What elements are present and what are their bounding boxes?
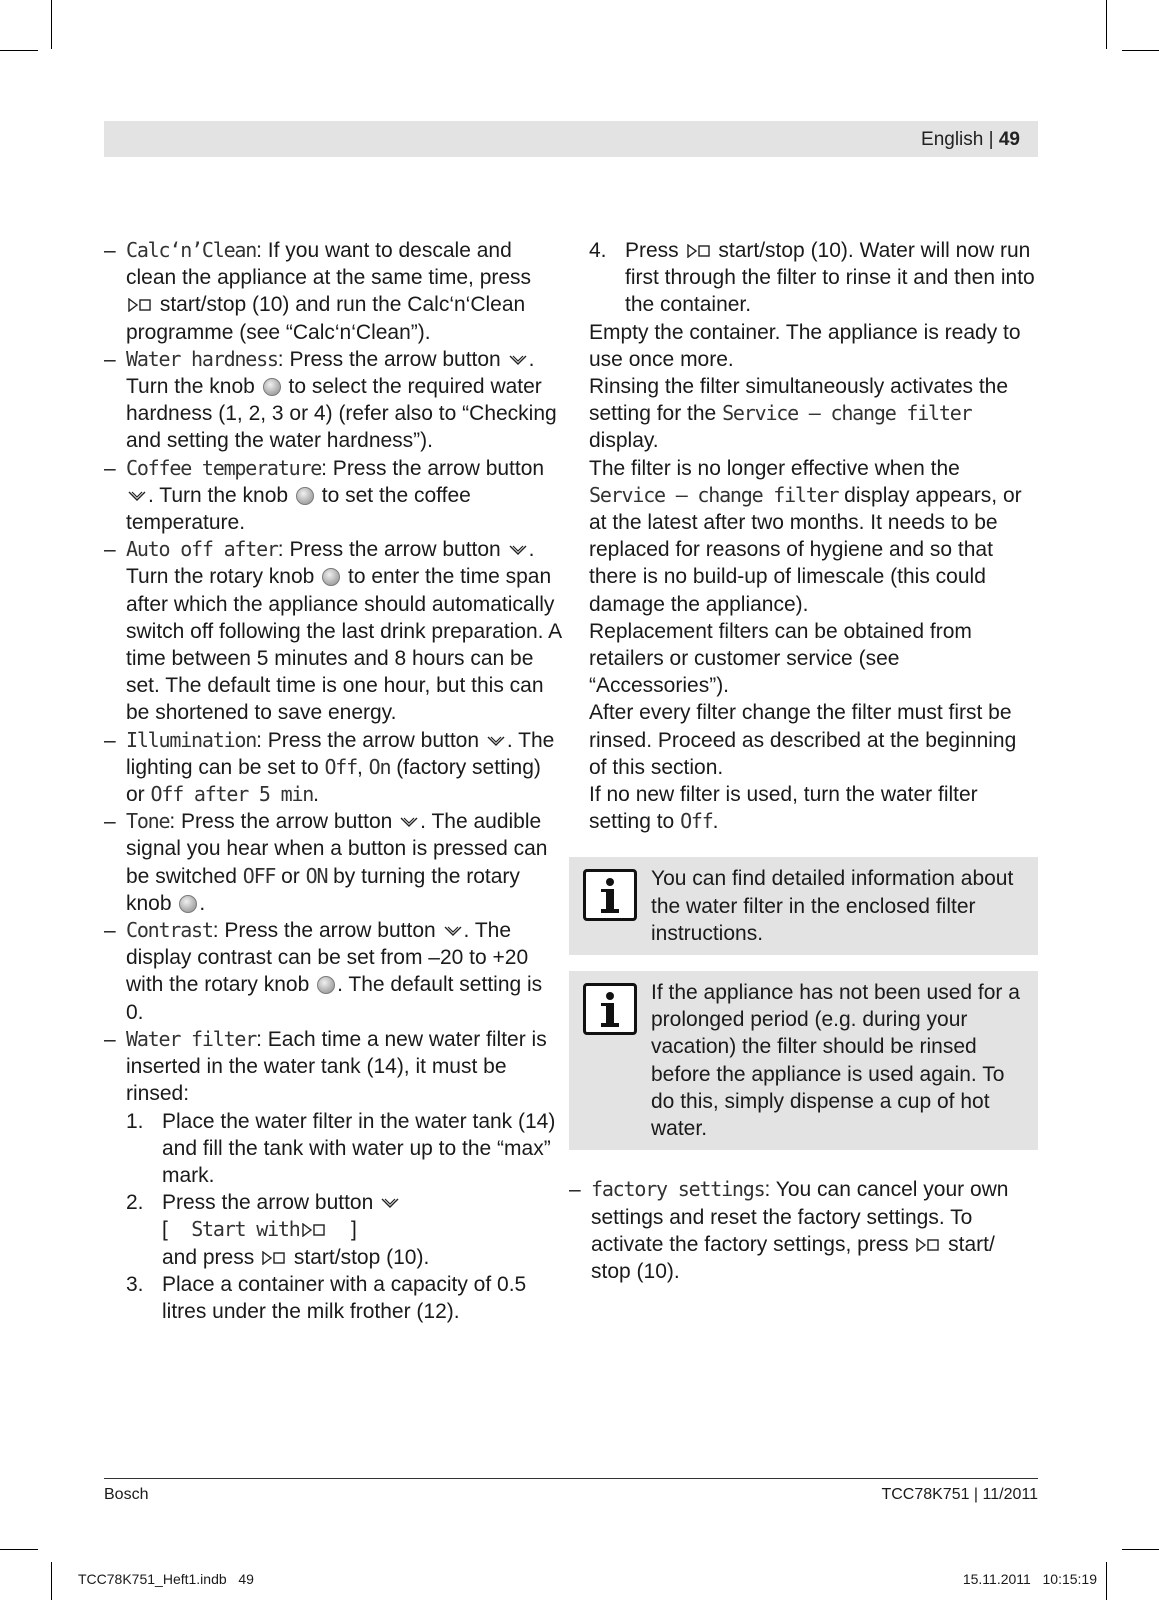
step-text: start/stop (10). Water will now run first through the filter to rinse it and then into the container. (625, 239, 1035, 317)
right-column (569, 237, 1038, 1285)
crop-mark (0, 1549, 38, 1550)
header-language: English (921, 129, 984, 150)
display-auto-off: Auto off after (126, 537, 278, 562)
start-stop-icon (128, 298, 152, 312)
paragraph-text: Rinsing the filter simultaneously activates the setting for the (589, 375, 1009, 426)
display-tone-on: ON (305, 863, 328, 888)
step-text: start/stop (10). (288, 1245, 430, 1269)
list-item-water-filter: – Water filter: Each time a new water filter is inserted in the water tank (14), it must be rinsed: 1. Place the water filter in the water tank (14) and fill the tank with water up to the “max” mark. 2. Press the arrow button [ Start with ] and press start/stop (10). 3. Place a container with a capacity of 0.5 litres under the milk frother (12). (104, 1026, 564, 1325)
item-text: to enter the time span after which the appliance should automatically switch off following the last drink preparation. A time between 5 minutes and 8 hours can be set. The default time is one hour, but this can be shortened to save energy. (126, 565, 562, 725)
down-chevron-arrow-icon (509, 353, 527, 367)
paragraph: After every filter change the filter must first be rinsed. Proceed as described at the beginning of this section. (589, 701, 1017, 779)
display-water-filter: Water filter (126, 1026, 257, 1051)
item-text: . Turn the knob (148, 483, 289, 507)
paragraph-text: display. (589, 429, 659, 453)
bracket: [ (162, 1218, 168, 1242)
item-text: . (199, 891, 206, 915)
down-chevron-arrow-icon (509, 543, 527, 557)
item-text: . The lighting can be set to (126, 728, 555, 779)
crop-mark (1122, 1549, 1159, 1550)
footer-rule (104, 1478, 1038, 1479)
display-contrast: Contrast (126, 918, 213, 943)
item-text: : You can cancel your own settings and reset the factory settings. To activate the factory settings, press (591, 1178, 1009, 1256)
paragraph-text: display appears, or at the latest after two months. It needs to be replaced for reasons of hygiene and so that there is no build-up of limescale (this could damage the appliance). (589, 483, 1022, 616)
display-tone-off: OFF (242, 863, 276, 888)
start-stop-icon (687, 244, 711, 258)
step-1: 1. Place the water filter in the water tank (14) and fill the tank with water up to the “max” mark. (126, 1109, 556, 1187)
crop-mark (51, 0, 52, 49)
paragraph: Replacement filters can be obtained from retailers or customer service (see “Accessories”). (589, 619, 972, 698)
item-text: : Press the arrow button (212, 919, 436, 943)
footer-model-date: TCC78K751 | 11/2011 (881, 1486, 1038, 1503)
crop-mark (1122, 50, 1159, 51)
info-icon (583, 983, 637, 1035)
item-text: or (275, 864, 306, 888)
display-service-change-filter: Service – change filter (589, 482, 839, 507)
item-text: , (357, 755, 369, 779)
crop-mark (51, 1562, 52, 1600)
page-header (104, 121, 1038, 157)
down-chevron-arrow-icon (487, 734, 505, 748)
info-note (569, 971, 1038, 1150)
crop-mark (1106, 1562, 1107, 1600)
step-4: 4. Press start/stop (10). Water will now run first through the filter to rinse it and then into the container. (589, 239, 1035, 317)
step-text: Press the arrow button (162, 1191, 374, 1215)
bracket: ] (350, 1218, 357, 1242)
item-text: . The audible signal you hear when a button is pressed can be switched (126, 810, 548, 888)
step-text: Place a container with a capacity of 0.5 litres under the milk frother (12). (162, 1272, 527, 1323)
paragraph (589, 455, 1038, 618)
print-slug-file: TCC78K751_Heft1.indb 49 (78, 1571, 254, 1587)
paragraph (589, 781, 1038, 835)
crop-mark (0, 50, 38, 51)
down-chevron-arrow-icon (381, 1196, 399, 1210)
header-text: English | 49 (921, 129, 1020, 150)
paragraph-text: The filter is no longer effective when the (589, 456, 960, 480)
item-text: to select the required water hardness (1, 2, 3 or 4) (refer also to “Checking and setting the water hardness”). (126, 375, 557, 453)
page-number: 49 (998, 129, 1020, 150)
item-text: : Press the arrow button (169, 810, 393, 834)
display-water-hardness: Water hardness (126, 346, 278, 371)
list-item-illumination: – Illumination: Press the arrow button . The lighting can be set to Off, On (factory setting) or Off after 5 min. (104, 727, 555, 807)
item-text: (factory setting) or (126, 755, 541, 807)
item-text: : Press the arrow button (321, 456, 545, 480)
print-slug-date: 15.11.2011 10:15:19 (962, 1571, 1097, 1587)
rotary-knob-icon (296, 487, 314, 505)
item-text: : If you want to descale and clean the appliance at the same time, press (126, 239, 532, 290)
display-service-change-filter: Service – change filter (722, 401, 972, 426)
item-text: . Turn the knob (126, 347, 535, 399)
display-coffee-temperature: Coffee temperature (126, 455, 322, 480)
display-off: Off (680, 809, 713, 834)
down-chevron-arrow-icon (400, 815, 418, 829)
list-item-tone: – Tone: Press the arrow button . The audible signal you hear when a button is pressed can be switched OFF or ON by turning the rotary knob . (104, 809, 548, 915)
item-text: . Turn the rotary knob (126, 538, 535, 589)
paragraph-text: If no new filter is used, turn the water filter setting to (589, 783, 978, 834)
rotary-knob-icon (322, 568, 340, 586)
down-chevron-arrow-icon (128, 489, 146, 503)
item-text: : Press the arrow button (277, 538, 501, 562)
start-stop-icon (262, 1251, 286, 1265)
down-chevron-arrow-icon (444, 924, 462, 938)
left-column (104, 237, 564, 1325)
display-factory-settings: factory settings (591, 1177, 765, 1202)
info-text: You can find detailed information about the water filter in the enclosed filter instructions. (651, 867, 1014, 945)
start-stop-icon (916, 1238, 940, 1252)
crop-mark (1106, 0, 1107, 49)
info-icon (583, 869, 637, 921)
paragraph: Empty the container. The appliance is ready to use once more. (589, 320, 1021, 371)
list-item-coffee-temperature: – Coffee temperature: Press the arrow button . Turn the knob to set the coffee temperature. (104, 455, 545, 535)
step-text: Press (625, 239, 679, 262)
display-on: On (368, 754, 391, 779)
step-2: 2. Press the arrow button [ Start with ] and press start/stop (10). (126, 1191, 430, 1269)
item-text: start/stop (10) and run the Calc‘n‘Clean programme (see “Calc‘n‘Clean”). (126, 293, 526, 344)
footer-brand: Bosch (104, 1486, 149, 1503)
list-item-auto-off: – Auto off after: Press the arrow button . Turn the rotary knob to enter the time span after which the appliance should automatically switch off following the last drink preparation. A time between 5 minutes and 8 hours can be set. The default time is one hour, but this can be shortened to save energy. (104, 537, 562, 725)
list-item-water-hardness: – Water hardness: Press the arrow button . Turn the knob to select the required water hardness (1, 2, 3 or 4) (refer also to “Checking and setting the water hardness”). (104, 346, 557, 453)
display-calc-clean: Calc‘n’Clean (126, 238, 257, 262)
item-text: : Press the arrow button (277, 347, 501, 371)
start-stop-icon (302, 1223, 326, 1237)
display-illumination: Illumination (126, 727, 257, 752)
rotary-knob-icon (179, 895, 197, 913)
rotary-knob-icon (317, 976, 335, 994)
list-item-calc-clean: – Calc‘n’Clean: If you want to descale and clean the appliance at the same time, press start/stop (10) and run the Calc‘n‘Clean programme (see “Calc‘n‘Clean”). (104, 238, 532, 344)
step-text: Place the water filter in the water tank (14) and fill the tank with water up to the “max” mark. (162, 1109, 556, 1187)
list-item-factory-settings: – factory settings: You can cancel your own settings and reset the factory settings. To activate the factory settings, press start/ stop (10). (569, 1177, 1009, 1283)
step-3: 3. Place a container with a capacity of 0.5 litres under the milk frother (12). (126, 1272, 527, 1323)
display-off: Off (324, 754, 357, 779)
info-note (569, 857, 1038, 955)
info-text: If the appliance has not been used for a prolonged period (e.g. during your vacation) the filter should be rinsed before the appliance is used again. To do this, simply dispense a cup of hot water. (651, 981, 1020, 1141)
item-text: start/ stop (10). (591, 1232, 995, 1283)
item-text: : Each time a new water filter is inserted in the water tank (14), it must be rinsed: (126, 1027, 547, 1106)
item-text: . The default setting is 0. (126, 973, 543, 1024)
rotary-knob-icon (263, 378, 281, 396)
item-text: to set the coffee temperature. (126, 483, 471, 535)
item-text: . The display contrast can be set from –20 to +20 with the rotary knob (126, 919, 529, 997)
step-text: and press (162, 1245, 255, 1269)
item-text: : Press the arrow button (256, 728, 480, 752)
display-off-after: Off after 5 min (150, 782, 314, 807)
item-text: . (313, 783, 319, 807)
item-text: by turning the rotary knob (126, 864, 520, 915)
list-item-contrast: – Contrast: Press the arrow button . The display contrast can be set from –20 to +20 with the rotary knob . The default setting is 0. (104, 918, 543, 1024)
display-start-with: Start with (191, 1217, 300, 1242)
paragraph-text: . (712, 810, 719, 834)
paragraph (589, 373, 1038, 455)
display-tone: Tone (126, 809, 170, 834)
